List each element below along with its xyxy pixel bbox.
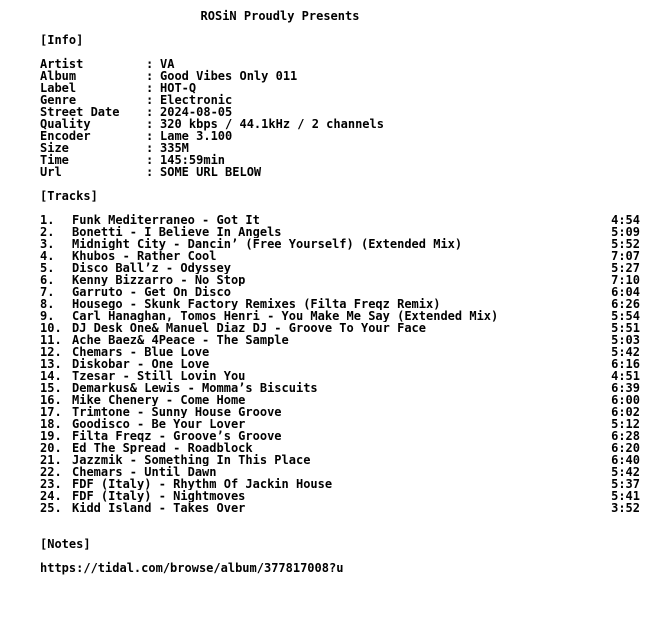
track-number: 11. — [40, 333, 62, 347]
track-number: 25. — [40, 501, 62, 515]
track-row — [40, 346, 640, 358]
track-duration: 6:26 — [611, 297, 640, 311]
track-row — [40, 238, 640, 250]
nfo-document — [40, 10, 640, 574]
release-title: ROSiN Proudly Presents — [200, 9, 360, 23]
track-title: Ache Baez& 4Peace - The Sample — [72, 334, 289, 346]
spacer — [40, 22, 640, 34]
track-title: Trimtone - Sunny House Groove — [72, 406, 282, 418]
track-title: Filta Freqz - Groove’s Groove — [72, 430, 282, 442]
track-row — [40, 442, 640, 454]
track-duration: 4:54 — [611, 213, 640, 227]
track-row — [40, 262, 640, 274]
info-key: Artist — [40, 57, 84, 71]
track-duration: 5:03 — [611, 333, 640, 347]
track-title: Chemars - Until Dawn — [72, 466, 217, 478]
track-number: 14. — [40, 369, 62, 383]
track-row — [40, 334, 640, 346]
info-value: Electronic — [160, 93, 233, 107]
info-separator: : — [146, 141, 154, 155]
track-number: 23. — [40, 477, 62, 491]
track-number: 3. — [40, 237, 55, 251]
track-title: Midnight City - Dancin’ (Free Yourself) (Extended Mix) — [72, 238, 463, 250]
tracks-heading: [Tracks] — [40, 189, 98, 203]
track-duration: 6:40 — [611, 453, 640, 467]
track-title: Kenny Bizzarro - No Stop — [72, 274, 246, 286]
info-value: VA — [160, 57, 175, 71]
info-value: 145:59min — [160, 153, 226, 167]
info-row — [40, 70, 640, 82]
track-title: Funk Mediterraneo - Got It — [72, 214, 260, 226]
track-number: 9. — [40, 309, 55, 323]
track-duration: 6:39 — [611, 381, 640, 395]
track-number: 24. — [40, 489, 62, 503]
track-duration: 5:51 — [611, 321, 640, 335]
info-value: 335M — [160, 141, 189, 155]
track-duration: 6:02 — [611, 405, 640, 419]
info-separator: : — [146, 165, 154, 179]
track-duration: 5:09 — [611, 225, 640, 239]
track-number: 6. — [40, 273, 55, 287]
track-duration: 6:28 — [611, 429, 640, 443]
track-number: 5. — [40, 261, 55, 275]
info-value: SOME URL BELOW — [160, 165, 262, 179]
track-number: 22. — [40, 465, 62, 479]
track-number: 4. — [40, 249, 55, 263]
track-duration: 5:52 — [611, 237, 640, 251]
track-row — [40, 430, 640, 442]
track-duration: 6:04 — [611, 285, 640, 299]
track-duration: 5:41 — [611, 489, 640, 503]
track-row — [40, 478, 640, 490]
info-key: Label — [40, 81, 77, 95]
track-number: 2. — [40, 225, 55, 239]
info-row — [40, 94, 640, 106]
info-key: Quality — [40, 117, 91, 131]
track-title: Jazzmik - Something In This Place — [72, 454, 311, 466]
track-number: 10. — [40, 321, 62, 335]
track-row — [40, 490, 640, 502]
track-number: 15. — [40, 381, 62, 395]
track-duration: 7:07 — [611, 249, 640, 263]
info-row — [40, 166, 640, 178]
notes-link[interactable]: https://tidal.com/browse/album/377817008?u — [40, 561, 344, 575]
track-title: FDF (Italy) - Nightmoves — [72, 490, 246, 502]
track-duration: 4:51 — [611, 369, 640, 383]
info-key: Url — [40, 165, 62, 179]
info-separator: : — [146, 105, 154, 119]
track-number: 12. — [40, 345, 62, 359]
track-number: 19. — [40, 429, 62, 443]
info-row — [40, 58, 640, 70]
track-duration: 5:42 — [611, 345, 640, 359]
track-row — [40, 298, 640, 310]
track-title: Khubos - Rather Cool — [72, 250, 217, 262]
track-number: 7. — [40, 285, 55, 299]
track-duration: 5:37 — [611, 477, 640, 491]
info-row — [40, 154, 640, 166]
track-row — [40, 274, 640, 286]
track-number: 17. — [40, 405, 62, 419]
track-row — [40, 286, 640, 298]
track-duration: 6:20 — [611, 441, 640, 455]
track-title: FDF (Italy) - Rhythm Of Jackin House — [72, 478, 333, 490]
info-value: HOT-Q — [160, 81, 197, 95]
info-value: 320 kbps / 44.1kHz / 2 channels — [160, 117, 384, 131]
track-title: Tzesar - Still Lovin You — [72, 370, 246, 382]
track-title: DJ Desk One& Manuel Diaz DJ - Groove To Your Face — [72, 322, 427, 334]
track-title: Bonetti - I Believe In Angels — [72, 226, 282, 238]
track-row — [40, 466, 640, 478]
track-duration: 5:12 — [611, 417, 640, 431]
track-duration: 6:00 — [611, 393, 640, 407]
track-row — [40, 382, 640, 394]
info-value: Lame 3.100 — [160, 129, 233, 143]
spacer — [40, 46, 640, 58]
track-title: Chemars - Blue Love — [72, 346, 210, 358]
track-title: Diskobar - One Love — [72, 358, 210, 370]
track-number: 20. — [40, 441, 62, 455]
info-heading: [Info] — [40, 33, 84, 47]
track-number: 8. — [40, 297, 55, 311]
track-row — [40, 454, 640, 466]
info-row — [40, 130, 640, 142]
info-row — [40, 82, 640, 94]
track-row — [40, 502, 640, 514]
track-number: 1. — [40, 213, 55, 227]
track-title: Housego - Skunk Factory Remixes (Filta Freqz Remix) — [72, 298, 441, 310]
info-key: Encoder — [40, 129, 91, 143]
info-separator: : — [146, 153, 154, 167]
info-key: Street Date — [40, 105, 120, 119]
track-row — [40, 394, 640, 406]
info-separator: : — [146, 69, 154, 83]
info-separator: : — [146, 129, 154, 143]
track-title: Carl Hanaghan, Tomos Henri - You Make Me Say (Extended Mix) — [72, 310, 499, 322]
spacer — [40, 526, 640, 538]
track-duration: 5:27 — [611, 261, 640, 275]
info-value: 2024-08-05 — [160, 105, 233, 119]
track-duration: 7:10 — [611, 273, 640, 287]
track-number: 16. — [40, 393, 62, 407]
spacer — [40, 514, 640, 526]
track-row — [40, 322, 640, 334]
track-number: 13. — [40, 357, 62, 371]
track-row — [40, 406, 640, 418]
track-title: Disco Ball’z - Odyssey — [72, 262, 231, 274]
track-row — [40, 418, 640, 430]
info-separator: : — [146, 93, 154, 107]
track-number: 21. — [40, 453, 62, 467]
track-title: Kidd Island - Takes Over — [72, 502, 246, 514]
track-title: Garruto - Get On Disco — [72, 286, 231, 298]
info-row — [40, 142, 640, 154]
track-row — [40, 214, 640, 226]
info-key: Album — [40, 69, 77, 83]
track-duration: 5:42 — [611, 465, 640, 479]
info-separator: : — [146, 117, 154, 131]
track-row — [40, 370, 640, 382]
info-row — [40, 118, 640, 130]
track-title: Goodisco - Be Your Lover — [72, 418, 246, 430]
info-key: Time — [40, 153, 69, 167]
track-number: 18. — [40, 417, 62, 431]
track-title: Ed The Spread - Roadblock — [72, 442, 253, 454]
info-separator: : — [146, 81, 154, 95]
spacer — [40, 178, 640, 190]
info-value: Good Vibes Only 011 — [160, 69, 298, 83]
track-title: Mike Chenery - Come Home — [72, 394, 246, 406]
track-row — [40, 358, 640, 370]
info-list — [40, 58, 640, 178]
info-key: Genre — [40, 93, 77, 107]
track-duration: 6:16 — [611, 357, 640, 371]
track-list — [40, 214, 640, 514]
notes-heading: [Notes] — [40, 537, 91, 551]
track-duration: 3:52 — [611, 501, 640, 515]
track-row — [40, 250, 640, 262]
spacer — [40, 202, 640, 214]
info-separator: : — [146, 57, 154, 71]
track-row — [40, 226, 640, 238]
track-duration: 5:54 — [611, 309, 640, 323]
track-title: Demarkus& Lewis - Momma’s Biscuits — [72, 382, 318, 394]
track-row — [40, 310, 640, 322]
info-key: Size — [40, 141, 69, 155]
